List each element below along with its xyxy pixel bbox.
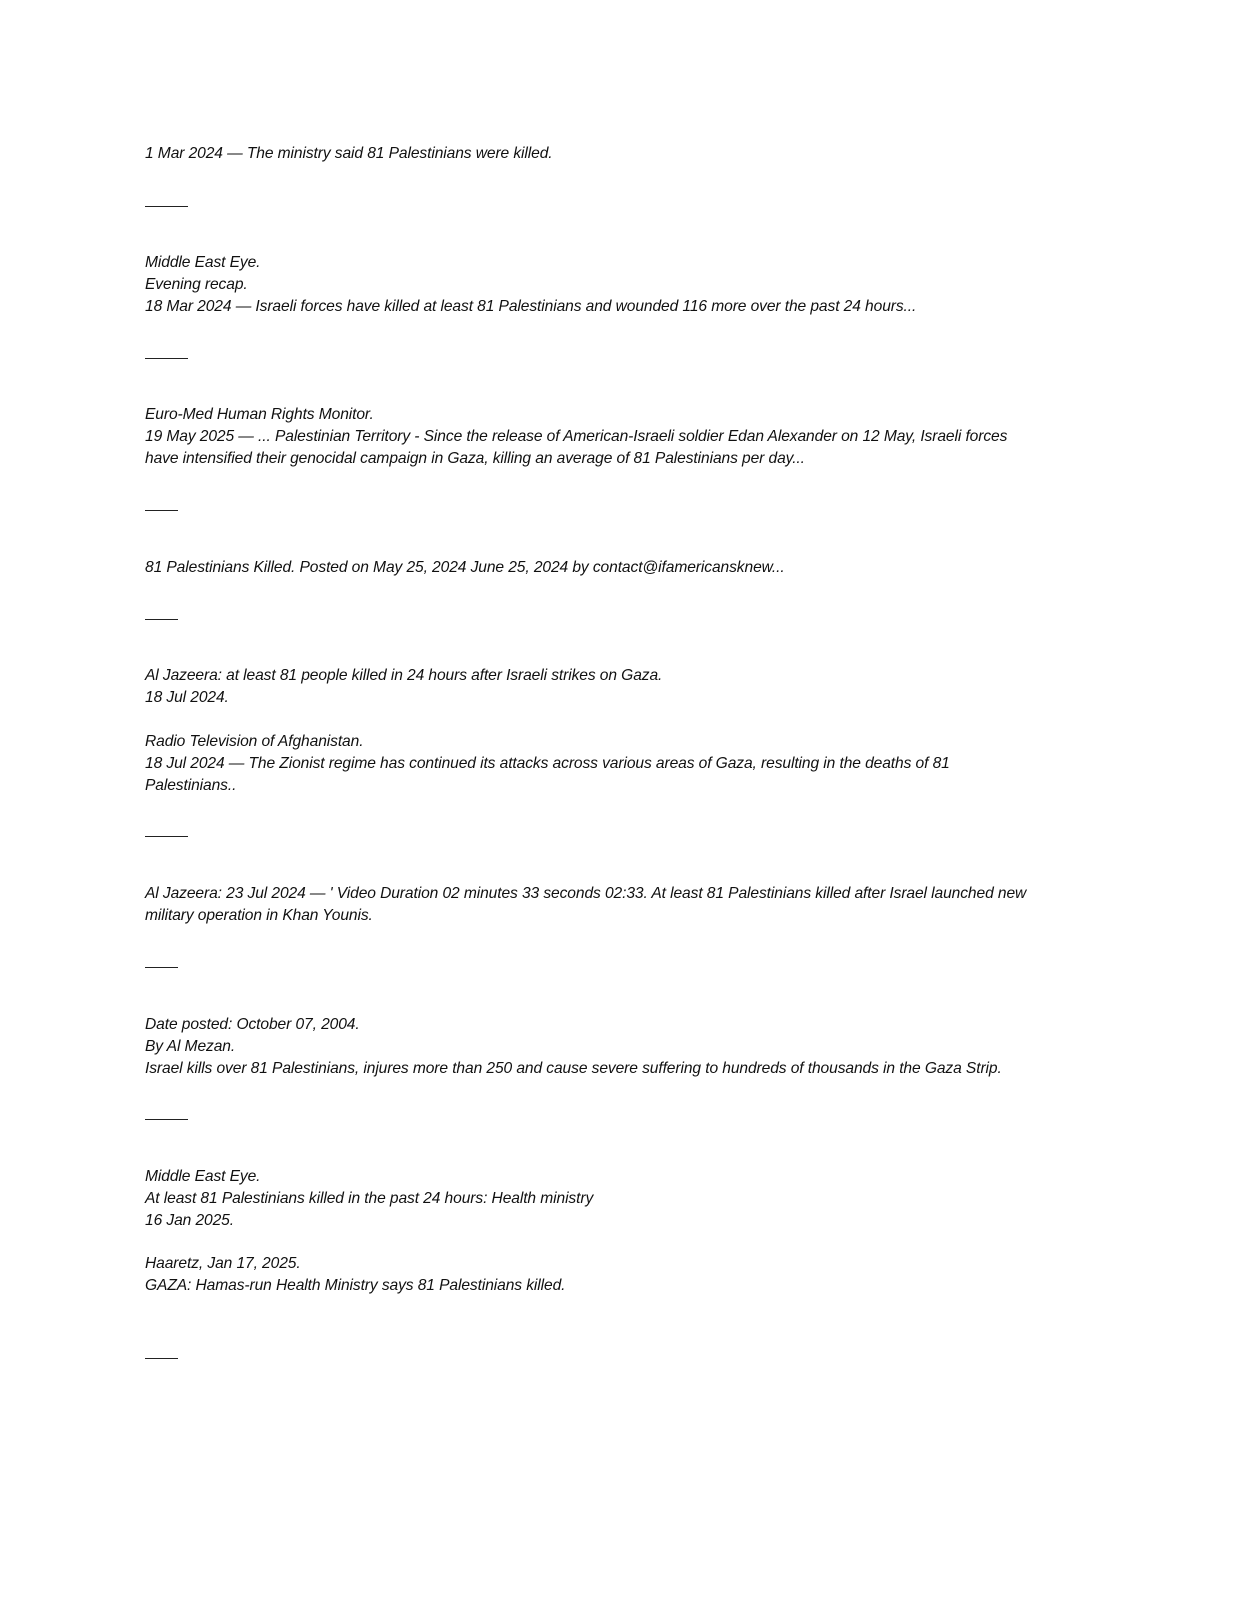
- text-line: Al Jazeera: at least 81 people killed in 24 hours after Israeli strikes on Gaza.: [145, 667, 663, 684]
- text-line: 18 Jul 2024 — The Zionist regime has continued its attacks across various areas of Gaza, resulting in the deaths of 81: [145, 755, 950, 772]
- separator-rule: [145, 619, 178, 620]
- text-line: By Al Mezan.: [145, 1038, 236, 1055]
- separator-rule: [145, 967, 178, 968]
- text-line: Euro-Med Human Rights Monitor.: [145, 406, 374, 423]
- text-line: Date posted: October 07, 2004.: [145, 1016, 360, 1033]
- text-line: Palestinians..: [145, 777, 237, 794]
- text-line: GAZA: Hamas-run Health Ministry says 81 Palestinians killed.: [145, 1277, 566, 1294]
- text-line: have intensified their genocidal campaign in Gaza, killing an average of 81 Palestinians per day...: [145, 450, 805, 467]
- text-line: Middle East Eye.: [145, 1168, 261, 1185]
- separator-rule: [145, 836, 188, 837]
- text-line: 1 Mar 2024 — The ministry said 81 Palestinians were killed.: [145, 145, 553, 162]
- separator-rule: [145, 510, 178, 511]
- text-line: At least 81 Palestinians killed in the past 24 hours: Health ministry: [145, 1190, 594, 1207]
- text-line: Middle East Eye.: [145, 254, 261, 271]
- text-line: Evening recap.: [145, 276, 248, 293]
- separator-rule: [145, 206, 188, 207]
- text-line: 16 Jan 2025.: [145, 1212, 234, 1229]
- text-line: military operation in Khan Younis.: [145, 907, 373, 924]
- text-line: 81 Palestinians Killed. Posted on May 25, 2024 June 25, 2024 by contact@ifamericansknew...: [145, 559, 785, 576]
- text-line: Radio Television of Afghanistan.: [145, 733, 364, 750]
- separator-rule: [145, 358, 188, 359]
- text-line: 18 Mar 2024 — Israeli forces have killed at least 81 Palestinians and wounded 116 more over the past 24 hours...: [145, 298, 917, 315]
- separator-rule: [145, 1119, 188, 1120]
- text-line: Haaretz, Jan 17, 2025.: [145, 1255, 301, 1272]
- text-line: Al Jazeera: 23 Jul 2024 — ' Video Duration 02 minutes 33 seconds 02:33. At least 81 Palestinians killed after Israel launched new: [145, 885, 1027, 902]
- text-line: 19 May 2025 — ... Palestinian Territory - Since the release of American-Israeli soldier Edan Alexander on 12 May, Israeli forces: [145, 428, 1008, 445]
- text-line: 18 Jul 2024.: [145, 689, 229, 706]
- text-line: Israel kills over 81 Palestinians, injures more than 250 and cause severe suffering to hundreds of thousands in the Gaza Strip.: [145, 1060, 1002, 1077]
- separator-rule: [145, 1358, 178, 1359]
